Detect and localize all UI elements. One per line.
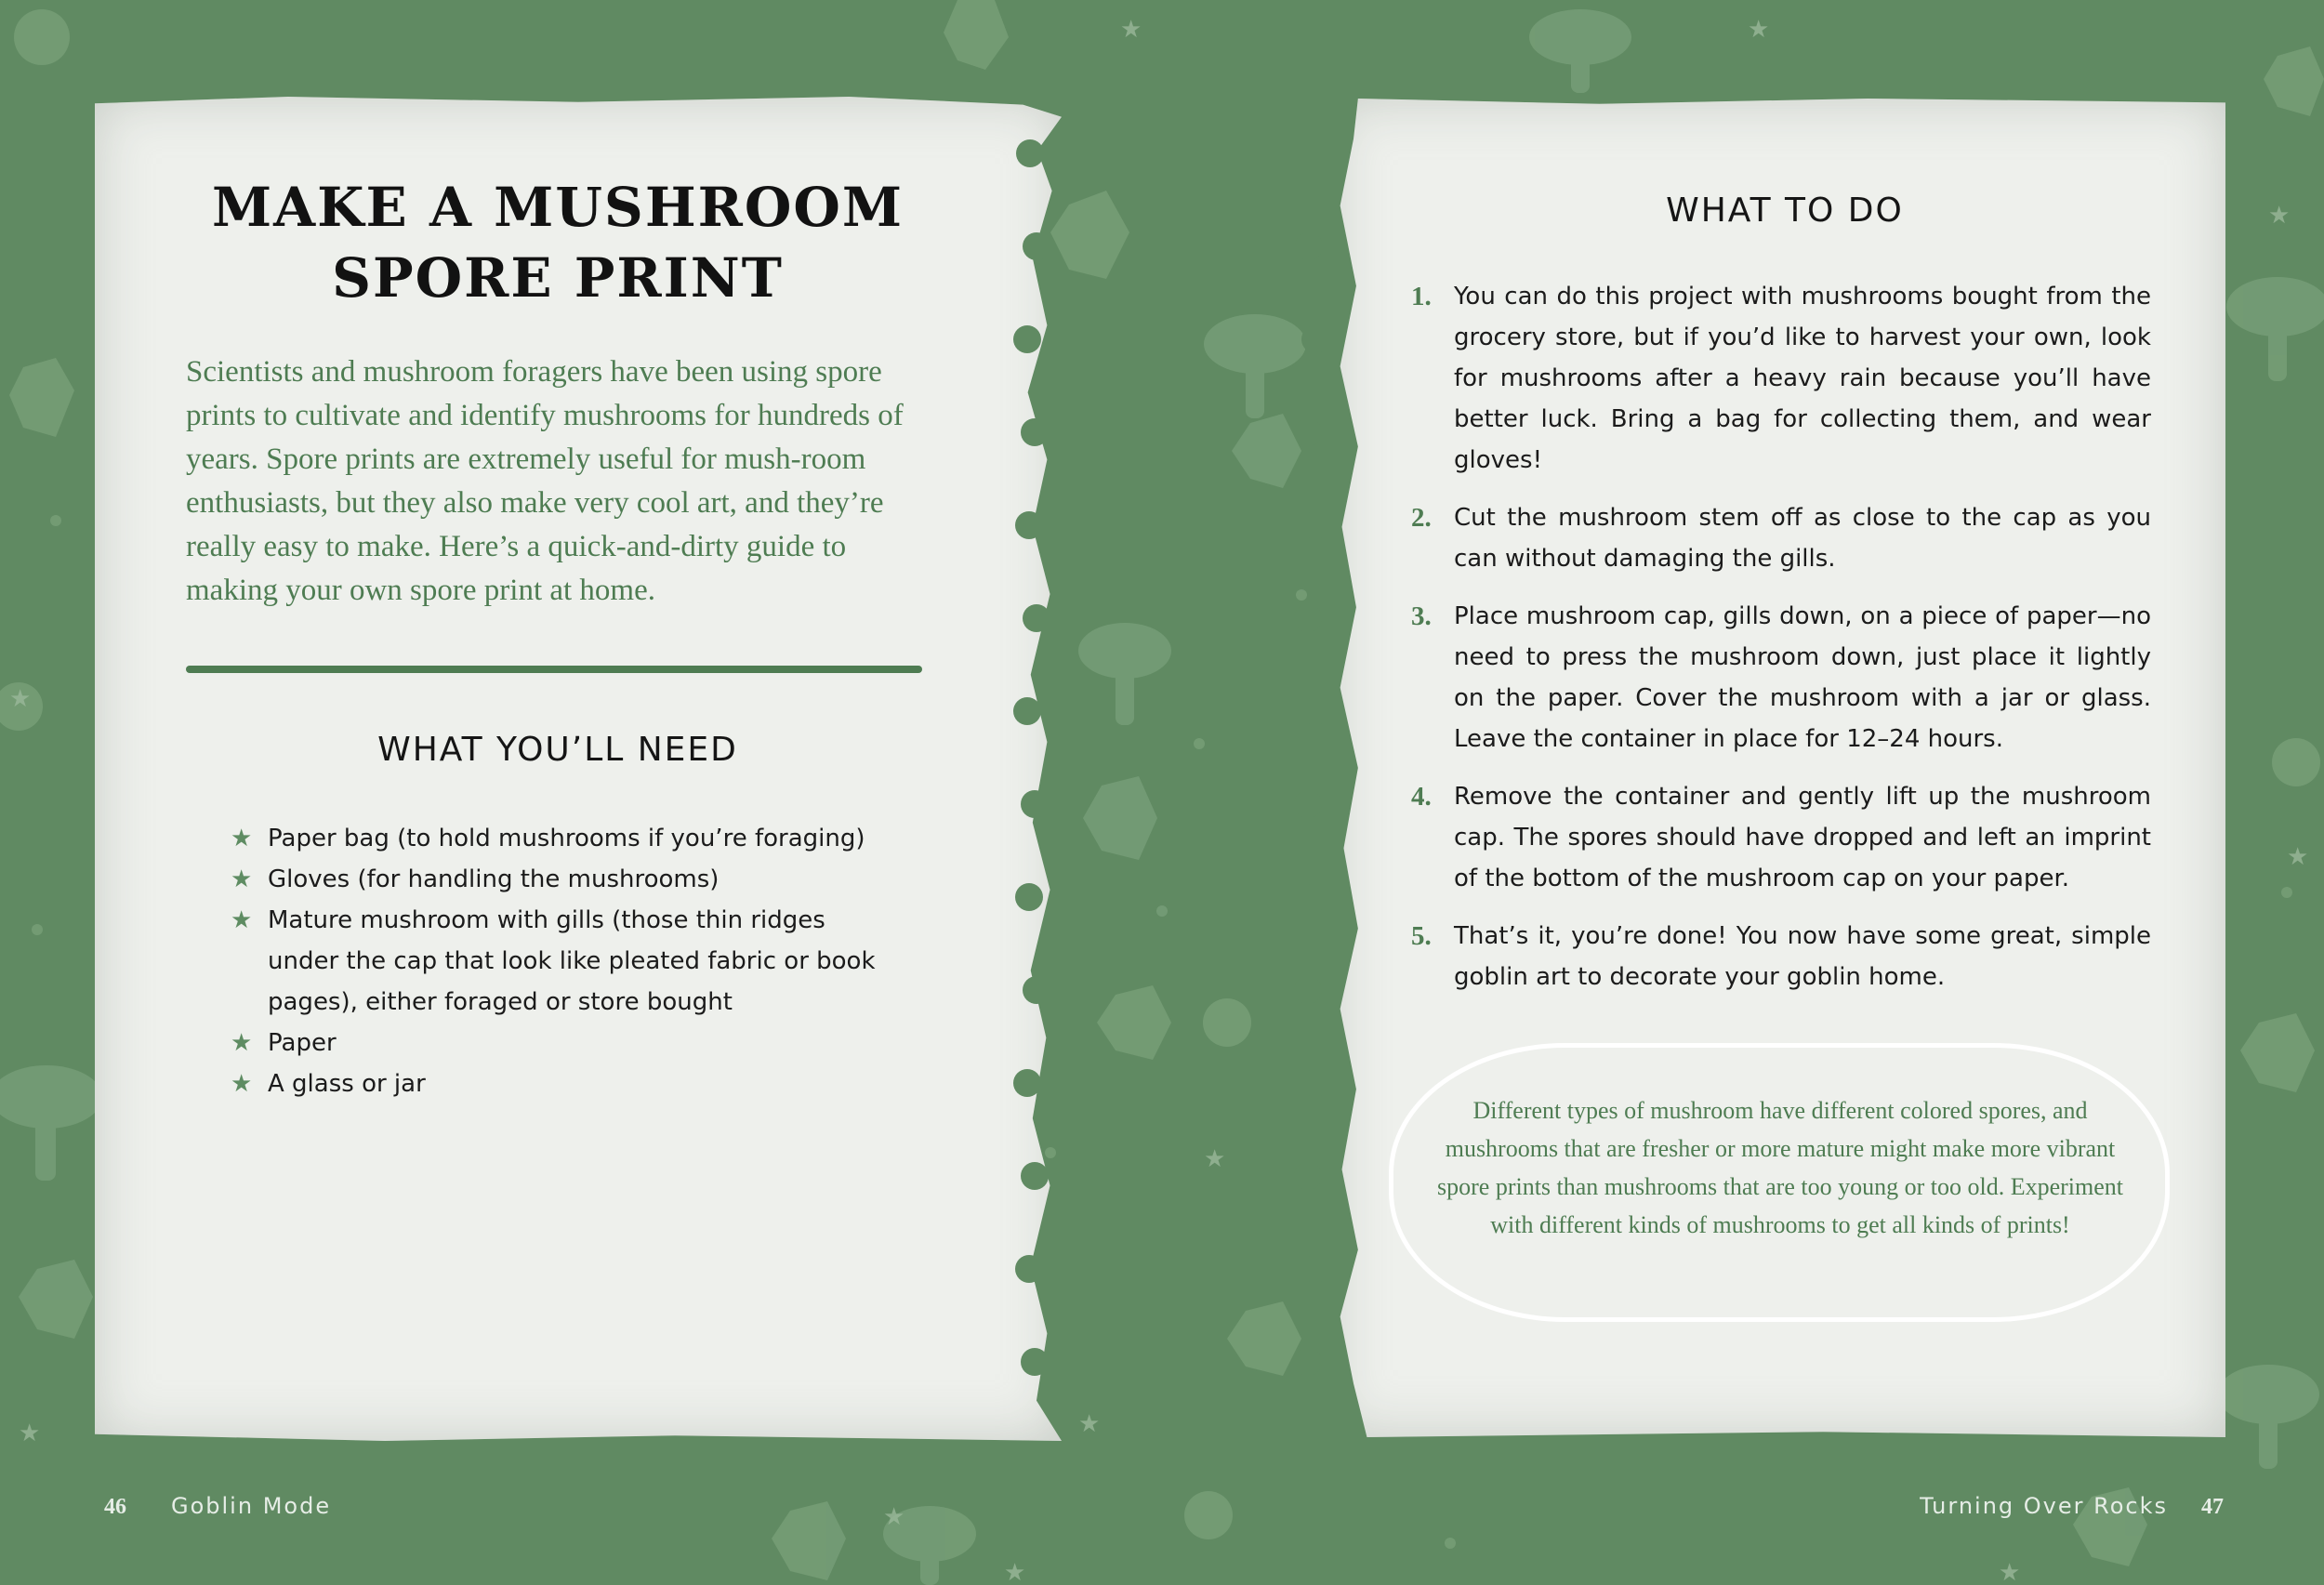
crystal-icon bbox=[1083, 776, 1157, 860]
crystal-icon bbox=[2240, 1013, 2315, 1092]
step-number: 2. bbox=[1411, 503, 1432, 533]
star-icon: ★ bbox=[231, 906, 253, 934]
step-text: That’s it, you’re done! You now have some great, simple goblin art to decorate your goblin home. bbox=[1454, 922, 2151, 991]
crystal-icon bbox=[2264, 46, 2324, 116]
list-item: ★ Paper bag (to hold mushrooms if you’re foraging) bbox=[231, 818, 900, 859]
list-item bbox=[1411, 276, 2151, 481]
star-icon: ★ bbox=[231, 1070, 253, 1098]
punch-hole bbox=[1294, 1162, 1322, 1190]
punch-hole bbox=[1013, 325, 1041, 353]
star-icon: ★ bbox=[1204, 1145, 1226, 1173]
punch-hole bbox=[1301, 697, 1329, 725]
intro-paragraph: Scientists and mushroom foragers have been using spore prints to cultivate and identify mushrooms for hundreds of years. Spore prints are extremely useful for mush-room enthusiasts, but they also make very cool art, and they’re really easy to make. Here’s a quick-and-dirty guide to making your own spore print at home. bbox=[186, 355, 904, 607]
step-text: You can do this project with mushrooms bought from the grocery store, but if you’d like to harvest your own, look for mushrooms after a heavy rain because you’ll have better luck. Bring a bag for collecting them, and wear gloves! bbox=[1454, 283, 2151, 474]
star-icon: ★ bbox=[9, 685, 32, 713]
crystal-icon bbox=[1050, 191, 1129, 279]
step-text: Remove the container and gently lift up the mushroom cap. The spores should have dropped and left an imprint of the bottom of the mushroom cap on your paper. bbox=[1454, 783, 2151, 892]
title-line-1: MAKE A MUSHROOM bbox=[211, 176, 905, 239]
punch-hole bbox=[1016, 139, 1044, 167]
running-head-left: Goblin Mode bbox=[171, 1493, 332, 1519]
list-item: ★ Gloves (for handling the mushrooms) bbox=[231, 859, 900, 900]
star-icon: ★ bbox=[1078, 1410, 1101, 1438]
steps-list bbox=[1411, 276, 2151, 1014]
crystal-icon bbox=[1232, 414, 1301, 488]
needs-list bbox=[231, 818, 900, 1104]
punch-hole bbox=[1301, 883, 1329, 911]
step-text: Place mushroom cap, gills down, on a piece of paper—no need to press the mushroom down, just place it lightly on the paper. Cover the mushroom with a jar or glass. Leave the container in place for 12–24 hours. bbox=[1454, 602, 2151, 753]
punch-hole bbox=[1294, 1348, 1322, 1376]
page-number-left: 46 bbox=[104, 1495, 126, 1519]
punch-hole bbox=[1015, 1255, 1043, 1283]
punch-hole bbox=[1294, 604, 1322, 632]
step-number: 1. bbox=[1411, 282, 1432, 311]
crystal-icon bbox=[9, 358, 74, 437]
title-line-2: SPORE PRINT bbox=[332, 246, 784, 310]
punch-hole bbox=[1013, 697, 1041, 725]
punch-hole bbox=[1294, 976, 1322, 1004]
needs-heading: WHAT YOU’LL NEED bbox=[377, 731, 738, 769]
star-icon: ★ bbox=[1120, 16, 1142, 44]
mushroom-icon bbox=[1078, 623, 1171, 725]
punch-hole bbox=[1301, 325, 1329, 353]
list-item bbox=[1411, 596, 2151, 759]
punch-hole bbox=[1295, 232, 1323, 260]
right-folio bbox=[1920, 1487, 2224, 1526]
step-text: Cut the mushroom stem off as close to the cap as you can without damaging the gills. bbox=[1454, 504, 2151, 573]
list-item bbox=[1411, 497, 2151, 579]
star-icon: ★ bbox=[883, 1503, 905, 1531]
punch-hole bbox=[1294, 418, 1322, 446]
punch-hole bbox=[1301, 1255, 1329, 1283]
page-number-right: 47 bbox=[2201, 1495, 2224, 1519]
star-icon: ★ bbox=[1004, 1559, 1026, 1585]
punch-hole bbox=[1023, 232, 1050, 260]
crystal-icon bbox=[19, 1260, 93, 1339]
step-number: 5. bbox=[1411, 921, 1432, 951]
star-icon: ★ bbox=[231, 1029, 253, 1057]
crystal-icon bbox=[1097, 985, 1171, 1060]
list-item: ★ Paper bbox=[231, 1023, 900, 1063]
list-item bbox=[1411, 776, 2151, 899]
punch-hole bbox=[1301, 1069, 1329, 1097]
star-icon: ★ bbox=[19, 1420, 41, 1447]
star-icon: ★ bbox=[2287, 843, 2309, 871]
punch-hole bbox=[1021, 790, 1049, 818]
mushroom-icon bbox=[1529, 9, 1631, 93]
punch-hole bbox=[1013, 1069, 1041, 1097]
mushroom-icon bbox=[2217, 1365, 2319, 1469]
crystal-icon bbox=[944, 0, 1009, 70]
list-item: ★ A glass or jar bbox=[231, 1063, 900, 1104]
crystal-icon bbox=[772, 1501, 846, 1580]
crystal-icon bbox=[1227, 1301, 1301, 1376]
punch-hole bbox=[1301, 511, 1329, 539]
punch-hole bbox=[1294, 790, 1322, 818]
star-icon: ★ bbox=[1748, 16, 1770, 44]
punch-hole bbox=[1021, 1162, 1049, 1190]
punch-hole bbox=[1023, 604, 1050, 632]
page-title bbox=[167, 172, 948, 313]
punch-hole bbox=[1021, 1348, 1049, 1376]
section-divider bbox=[186, 666, 922, 673]
step-number: 3. bbox=[1411, 601, 1432, 631]
punch-hole bbox=[1023, 976, 1050, 1004]
mushroom-icon bbox=[0, 1065, 102, 1181]
punch-hole bbox=[1015, 511, 1043, 539]
todo-heading: WHAT TO DO bbox=[1666, 192, 1904, 230]
punch-hole bbox=[1021, 418, 1049, 446]
star-icon: ★ bbox=[1999, 1559, 2021, 1585]
tip-text: Different types of mushroom have different colored spores, and mushrooms that are fresher or more mature might make more vibrant spore prints than mushrooms that are too young or too old. Experiment with different kinds of mushrooms to get all kinds of prints! bbox=[1437, 1097, 2123, 1238]
list-item bbox=[1411, 916, 2151, 997]
mushroom-icon bbox=[1204, 314, 1306, 418]
star-icon: ★ bbox=[231, 865, 253, 893]
left-folio bbox=[104, 1487, 331, 1526]
mushroom-icon bbox=[2226, 277, 2324, 381]
punch-hole bbox=[1015, 883, 1043, 911]
step-number: 4. bbox=[1411, 782, 1432, 812]
star-icon: ★ bbox=[231, 825, 253, 852]
list-item: ★ Mature mushroom with gills (those thin ridges under the cap that look like pleated fabric or book pages), either foraged or store bought bbox=[231, 900, 900, 1023]
running-head-right: Turning Over Rocks bbox=[1920, 1493, 2168, 1519]
star-icon: ★ bbox=[2268, 202, 2291, 230]
